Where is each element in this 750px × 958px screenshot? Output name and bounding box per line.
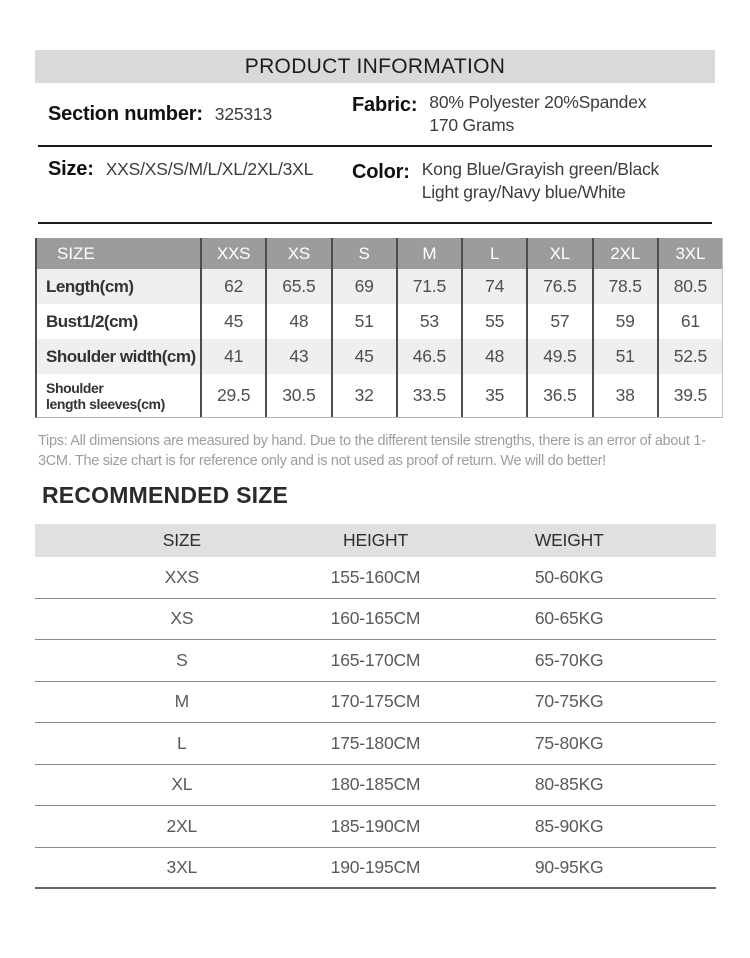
- size-table-header-cell: [37, 238, 200, 269]
- size-table-value-cell-text: 69: [354, 276, 374, 297]
- rec-table-row: [35, 557, 716, 599]
- size-table-value-cell: [526, 339, 591, 374]
- size-table-header-cell: [265, 238, 330, 269]
- size-table-value-cell: [331, 374, 396, 417]
- size-info: [35, 158, 352, 181]
- size-table-value-cell-text: 71.5: [412, 276, 446, 297]
- rec-table-cell-text: S: [176, 649, 188, 670]
- size-table-row-label-text: Shoulder: [46, 379, 104, 396]
- size-table-header-cell-text: SIZE: [57, 243, 95, 263]
- rec-table-cell-text: 170-175CM: [330, 691, 421, 712]
- size-label: Size:: [48, 158, 94, 180]
- rec-table-cell: [279, 816, 473, 837]
- rec-table-cell-text: 3XL: [166, 856, 198, 877]
- size-table-value-cell-text: 38: [615, 385, 635, 406]
- size-table-value-cell-text: 55: [485, 311, 505, 332]
- size-table-header-row: [37, 238, 722, 269]
- size-table-value-cell-text: 52.5: [673, 346, 707, 367]
- size-table-row-label-text: length sleeves(cm): [46, 395, 165, 412]
- rec-table-cell-text: 160-165CM: [330, 608, 421, 629]
- size-table-value-cell: [396, 339, 461, 374]
- size-table-row-label: [37, 269, 200, 304]
- rec-table-cell: [279, 733, 473, 754]
- rec-table-cell: [85, 567, 279, 588]
- rec-table-cell-text: 175-180CM: [330, 732, 421, 753]
- size-table-value-cell-text: 32: [354, 385, 374, 406]
- size-table-value-cell: [592, 304, 657, 339]
- rec-table-cell-text: 75-80KG: [534, 732, 604, 753]
- rec-table-cell-text: 65-70KG: [534, 649, 604, 670]
- rec-table-cell-text: 70-75KG: [534, 691, 604, 712]
- fabric-label: Fabric:: [352, 94, 418, 116]
- color-value: [422, 158, 659, 204]
- size-table-header-cell-text: S: [358, 243, 370, 263]
- size-table-value-cell-text: 61: [680, 311, 700, 332]
- size-table-value-cell-text: 48: [289, 311, 309, 332]
- size-table-value-cell-text: 51: [615, 346, 635, 367]
- rec-table-cell: [85, 857, 279, 878]
- size-table-value-cell: [265, 374, 330, 417]
- size-table-header-cell-text: L: [489, 243, 500, 263]
- rec-table-cell-text: XXS: [164, 566, 200, 587]
- rec-table-cell-text: 155-160CM: [330, 566, 421, 587]
- size-table-value-cell: [461, 269, 526, 304]
- size-table-value-cell: [461, 374, 526, 417]
- size-table-value-cell-text: 53: [419, 311, 439, 332]
- rec-table-header-row: [35, 524, 716, 557]
- rec-table-cell: [472, 650, 666, 671]
- rec-table-cell: [472, 608, 666, 629]
- size-table-value-cell: [331, 304, 396, 339]
- color-info: [352, 158, 715, 204]
- size-table-value-cell: [592, 269, 657, 304]
- size-table-value-cell: [265, 339, 330, 374]
- rec-table-cell: [279, 857, 473, 878]
- size-table-header-cell-text: XS: [287, 243, 311, 263]
- section-number-info: [35, 103, 352, 126]
- size-table-body: [37, 269, 722, 417]
- size-table-value-cell: [657, 374, 722, 417]
- size-table-header-cell-text: XL: [549, 243, 571, 263]
- rec-table-cell-text: 180-185CM: [330, 774, 421, 795]
- size-table-value-cell: [657, 304, 722, 339]
- rec-table-cell: [279, 774, 473, 795]
- size-table-value-cell: [331, 269, 396, 304]
- size-measurements-table: [35, 238, 723, 418]
- info-row-2: [35, 147, 715, 222]
- size-table-value-cell-text: 30.5: [282, 385, 316, 406]
- rec-table-row: [35, 682, 716, 724]
- rec-table-cell-text: 85-90KG: [534, 815, 604, 836]
- size-table-value-cell: [526, 269, 591, 304]
- size-table-row-label: [37, 374, 200, 417]
- size-table-value-cell: [396, 269, 461, 304]
- size-table-value-cell-text: 62: [224, 276, 244, 297]
- size-table-value-cell: [396, 374, 461, 417]
- size-table-value-cell-text: 74: [485, 276, 505, 297]
- rec-table-header-cell: [472, 530, 666, 551]
- size-table-row-label: [37, 339, 200, 374]
- rec-table-header-cell: [279, 530, 473, 551]
- size-table-value-cell: [396, 304, 461, 339]
- size-table-value-cell-text: 78.5: [608, 276, 642, 297]
- info-row-1: [35, 83, 715, 145]
- rec-table-header-cell-text: WEIGHT: [534, 530, 604, 550]
- size-table-row-label: [37, 304, 200, 339]
- size-table-value-cell: [331, 339, 396, 374]
- rec-table-cell: [472, 857, 666, 878]
- rec-table-cell: [85, 774, 279, 795]
- size-table-header-cell: [592, 238, 657, 269]
- size-table-value-cell: [526, 304, 591, 339]
- rec-table-cell-text: 185-190CM: [330, 815, 421, 836]
- size-table-header-cell-text: M: [422, 243, 437, 263]
- fabric-value-line1: 80% Polyester 20%Spandex: [429, 92, 647, 112]
- rec-table-cell: [85, 691, 279, 712]
- size-table-value-cell: [200, 374, 265, 417]
- size-table-value-cell-text: 49.5: [543, 346, 577, 367]
- rec-table-header-cell-text: SIZE: [162, 530, 201, 550]
- rec-table-cell: [279, 608, 473, 629]
- size-table-header-cell-text: 2XL: [610, 243, 640, 263]
- size-table-value-cell-text: 43: [289, 346, 309, 367]
- rec-table-cell: [472, 691, 666, 712]
- size-table-value-cell: [592, 339, 657, 374]
- size-table-value-cell-text: 45: [224, 311, 244, 332]
- size-table-row: [37, 339, 722, 374]
- rec-table-cell-text: 165-170CM: [330, 649, 421, 670]
- size-table-value-cell-text: 29.5: [216, 385, 251, 406]
- size-table-header-cell-text: XXS: [216, 243, 251, 263]
- size-table-value-cell: [200, 269, 265, 304]
- size-table-row: [37, 304, 722, 339]
- size-table-header-cell: [200, 238, 265, 269]
- size-table-header-cell: [657, 238, 722, 269]
- size-table-value-cell-text: 46.5: [412, 346, 446, 367]
- rec-table-cell: [85, 650, 279, 671]
- size-table-value-cell-text: 59: [615, 311, 635, 332]
- rec-table-cell: [279, 691, 473, 712]
- measurement-tips-text: Tips: All dimensions are measured by hand. Due to the different tensile strengths, there is an error of about 1-3CM. The size chart is for reference only and is not used as proof of return. We will do better!: [38, 433, 706, 469]
- size-table-value-cell-text: 35: [485, 385, 505, 406]
- rec-table-cell-text: 80-85KG: [534, 774, 604, 795]
- fabric-value: [429, 91, 646, 137]
- size-table-header-cell: [396, 238, 461, 269]
- size-table-value-cell-text: 41: [224, 346, 244, 367]
- size-table-value-cell-text: 76.5: [543, 276, 577, 297]
- color-value-line1: Kong Blue/Grayish green/Black: [421, 159, 660, 179]
- section-number-value: 325313: [214, 103, 272, 124]
- size-table-row-label-text: Shoulder width(cm): [46, 346, 196, 366]
- rec-table-cell: [85, 733, 279, 754]
- size-value: XXS/XS/S/M/L/XL/2XL/3XL: [105, 159, 314, 179]
- rec-table-header-cell-text: HEIGHT: [343, 530, 408, 550]
- size-table-header-cell: [461, 238, 526, 269]
- size-table-value-cell-text: 39.5: [673, 385, 707, 406]
- size-table-value-cell: [526, 374, 591, 417]
- rec-table-row: [35, 599, 716, 641]
- rec-table-cell: [85, 816, 279, 837]
- rec-table-cell: [472, 774, 666, 795]
- color-value-line2: Light gray/Navy blue/White: [421, 182, 626, 202]
- size-table-value-cell: [461, 339, 526, 374]
- size-table-value-cell-text: 36.5: [543, 385, 577, 406]
- rec-table-cell-text: M: [174, 691, 190, 712]
- fabric-value-line2: 170 Grams: [429, 115, 515, 135]
- rec-table-row: [35, 765, 716, 807]
- recommended-size-table: [35, 524, 716, 889]
- size-table-value-cell-text: 80.5: [673, 276, 707, 297]
- rec-table-cell-text: XS: [170, 608, 194, 629]
- size-table-row-label-text: Bust1/2(cm): [46, 311, 138, 331]
- size-table-value-cell: [200, 304, 265, 339]
- size-table-value-cell: [592, 374, 657, 417]
- recommended-size-heading: RECOMMENDED SIZE: [42, 482, 288, 508]
- product-information-page: [0, 50, 750, 958]
- rec-table-header-cell: [85, 530, 279, 551]
- page-title: PRODUCT INFORMATION: [35, 50, 715, 83]
- rec-table-cell-text: 50-60KG: [534, 566, 604, 587]
- size-table-header-cell: [331, 238, 396, 269]
- section-number-label: Section number:: [48, 102, 203, 125]
- size-table-value-cell: [265, 304, 330, 339]
- size-table-row: [37, 374, 722, 417]
- size-table-value-cell-text: 33.5: [412, 385, 446, 406]
- rec-table-cell-text: 90-95KG: [534, 856, 604, 877]
- rec-table-row: [35, 848, 716, 890]
- rec-table-cell-text: 190-195CM: [330, 856, 421, 877]
- size-table-value-cell: [461, 304, 526, 339]
- rec-table-row: [35, 723, 716, 765]
- size-table-value-cell: [657, 269, 722, 304]
- size-table-value-cell: [657, 339, 722, 374]
- rec-table-cell-text: 60-65KG: [534, 608, 604, 629]
- divider-line-2: [38, 222, 712, 224]
- size-table-value-cell-text: 45: [354, 346, 374, 367]
- size-table-row-label-text: Length(cm): [46, 276, 134, 296]
- size-table-value-cell-text: 51: [354, 311, 374, 332]
- color-label: Color:: [352, 161, 410, 183]
- rec-table-row: [35, 640, 716, 682]
- rec-table-cell: [279, 650, 473, 671]
- rec-table-cell-text: L: [177, 732, 187, 753]
- rec-table-cell: [279, 567, 473, 588]
- size-table-value-cell: [265, 269, 330, 304]
- rec-table-row: [35, 806, 716, 848]
- fabric-info: [352, 91, 715, 137]
- size-table-header-cell-text: 3XL: [675, 243, 706, 263]
- rec-table-cell: [85, 608, 279, 629]
- size-table-header-cell: [526, 238, 591, 269]
- size-table-value-cell-text: 65.5: [282, 276, 316, 297]
- rec-table-cell: [472, 567, 666, 588]
- rec-table-cell: [472, 816, 666, 837]
- rec-table-cell-text: XL: [171, 774, 193, 795]
- size-table-row: [37, 269, 722, 304]
- rec-table-cell: [472, 733, 666, 754]
- rec-table-body: [35, 557, 716, 889]
- size-table-value-cell: [200, 339, 265, 374]
- size-table-value-cell-text: 48: [485, 346, 505, 367]
- rec-table-cell-text: 2XL: [166, 815, 198, 836]
- size-table-value-cell-text: 57: [550, 311, 570, 332]
